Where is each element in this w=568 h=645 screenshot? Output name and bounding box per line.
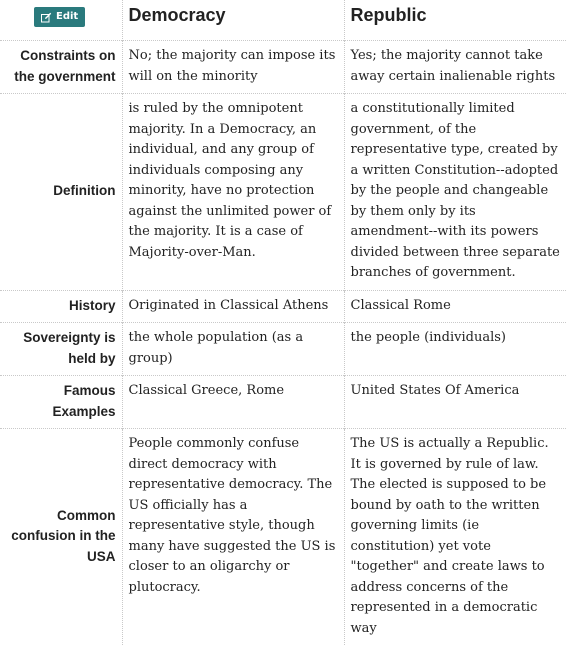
table-row: [0, 290, 566, 323]
republic-cell: the people (individuals): [344, 323, 566, 376]
republic-cell: a constitutionally limited government, of the representative type, created by a written Constitution--adopted by the people and changeable by them only by its amendment--with its powers divided between three separate branches of government.: [344, 94, 566, 291]
edit-button-label: Edit: [56, 10, 78, 24]
democracy-cell: is ruled by the omnipotent majority. In a Democracy, an individual, and any group of individuals composing any minority, have no protection against the unlimited power of the majority. It is a case of Majority-over-Man.: [122, 94, 344, 291]
row-label: Common confusion in the USA: [0, 429, 122, 645]
democracy-cell: Classical Greece, Rome: [122, 376, 344, 429]
edit-button[interactable]: [34, 7, 85, 27]
democracy-cell: People commonly confuse direct democracy with representative democracy. The US officially has a representative style, though many have suggested the US is closer to an oligarchy or plutocracy.: [122, 429, 344, 645]
edit-header-cell: [0, 0, 122, 41]
democracy-cell: No; the majority can impose its will on the minority: [122, 41, 344, 94]
edit-icon: [41, 12, 52, 23]
democracy-cell: the whole population (as a group): [122, 323, 344, 376]
republic-cell: United States Of America: [344, 376, 566, 429]
row-label: Definition: [0, 94, 122, 291]
democracy-cell: Originated in Classical Athens: [122, 290, 344, 323]
table-row: [0, 376, 566, 429]
republic-cell: The US is actually a Republic. It is governed by rule of law. The elected is supposed to be bound by oath to the written governing limits (ie constitution) yet vote "together" and create laws to address concerns of the represented in a democratic way: [344, 429, 566, 645]
republic-cell: Yes; the majority cannot take away certain inalienable rights: [344, 41, 566, 94]
table-row: [0, 94, 566, 291]
row-label: Sovereignty is held by: [0, 323, 122, 376]
row-label: Constraints on the government: [0, 41, 122, 94]
column-header-democracy: Democracy: [122, 0, 344, 41]
row-label: Famous Examples: [0, 376, 122, 429]
row-label: History: [0, 290, 122, 323]
table-row: [0, 429, 566, 645]
column-header-republic: Republic: [344, 0, 566, 41]
header-row: [0, 0, 566, 41]
republic-cell: Classical Rome: [344, 290, 566, 323]
table-row: [0, 41, 566, 94]
table-row: [0, 323, 566, 376]
